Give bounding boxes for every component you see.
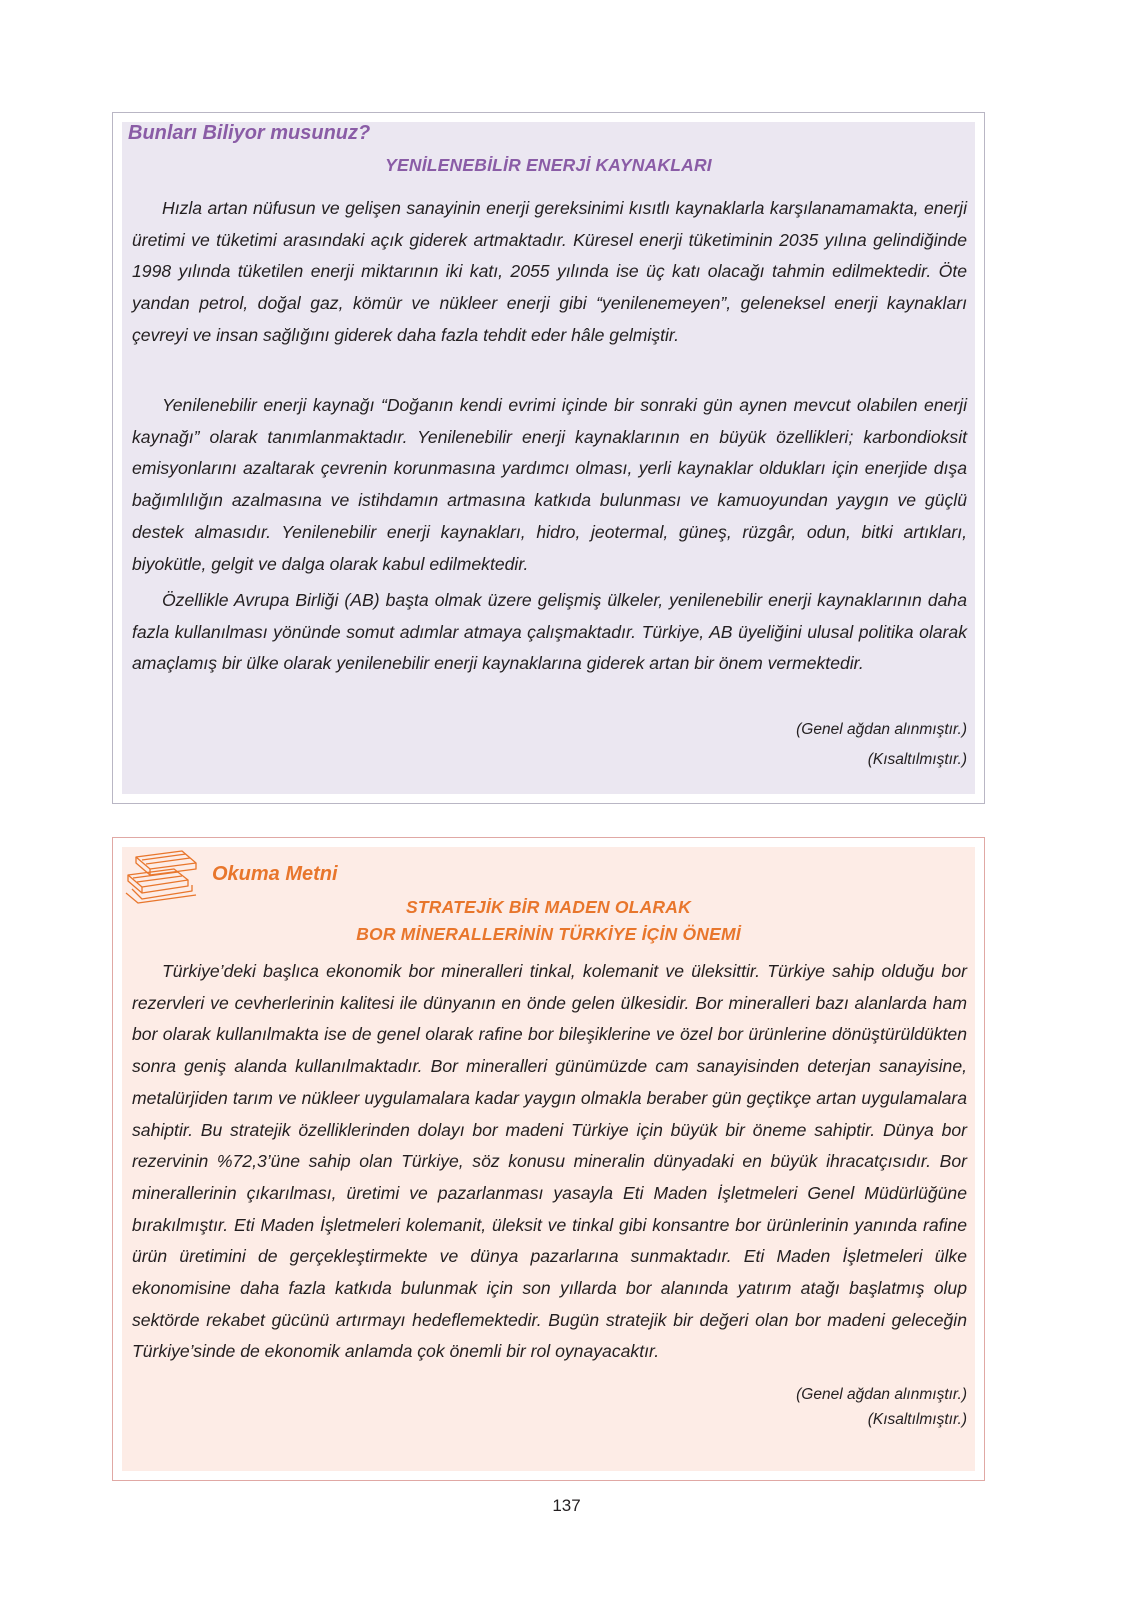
info-box-did-you-know (112, 112, 985, 804)
box-title: YENİLENEBİLİR ENERJİ KAYNAKLARI (385, 155, 712, 175)
paragraph: Türkiye’deki başlıca ekonomik bor mineralleri tinkal, kolemanit ve üleksittir. Türkiye sahip olduğu bor rezervleri ve cevherlerinin kalitesi ile dünyanın en önde gelen ülkesidir. Bor mineralleri bazı alanlarda ham bor olarak kullanılmakta ise de genel olarak rafine bor bileşiklerine ve özel bor ürünlerine dönüştürüldükten sonra geniş alanda kullanılmaktadır. Bor mineralleri günümüzde cam sanayisinden deterjan sanayisine, metalürjiden tarım ve nükleer uygulamalara kadar yaygın olmakla beraber gün geçtikçe artan uygulamalara sahiptir. Bu stratejik özelliklerinden dolayı bor madeni Türkiye için büyük bir öneme sahiptir. Dünya bor rezervinin %72,3’üne sahip olan Türkiye, söz konusu mineralin dünyadaki en büyük ihracatçısıdır. Bor minerallerinin çıkarılması, üretimi ve pazarlanması yasayla Eti Maden İşletmeleri Genel Müdürlüğüne bırakılmıştır. Eti Maden İşletmeleri kolemanit, üleksit ve tinkal gibi konsantre bor ürünlerinin yanında rafine ürün üretimini de gerçekleştirmekte ve dünya pazarlarına sunmaktadır. Eti Maden İşletmeleri ülke ekonomisine daha fazla katkıda bulunmak için son yıllarda bor alanında yatırım atağı başlatmış olup sektörde rekabet gücünü artırmayı hedeflemektedir. Bugün stratejik bir değeri olan bor madeni geleceğin Türkiye’sinde de ekonomik anlamda çok önemli bir rol oynayacaktır. (132, 961, 967, 1362)
reading-text-box (112, 837, 985, 1481)
box-title-line-2: BOR MİNERALLERİNİN TÜRKİYE İÇİN ÖNEMİ (356, 924, 741, 944)
source-note: (Genel ağdan alınmıştır.) (796, 721, 967, 738)
paragraph-3: Özellikle Avrupa Birliği (AB) başta olmak üzere gelişmiş ülkeler, yenilenebilir enerji kaynaklarının daha fazla kullanılması yönünde somut adımlar atmaya çalışmaktadır. Türkiye, AB üyeliğini ulusal politika olarak amaçlamış bir ülke olarak yenilenebilir enerji kaynaklarına giderek artan bir önem vermektedir. (132, 590, 967, 674)
box-title-line-1: STRATEJİK BİR MADEN OLARAK (406, 897, 691, 917)
paragraph-2: Yenilenebilir enerji kaynağı “Doğanın kendi evrimi içinde bir sonraki gün aynen mevcut olabilen enerji kaynağı” olarak tanımlanmaktadır. Yenilenebilir enerji kaynaklarının en büyük özellikleri; karbondioksit emisyonlarını azaltarak çevrenin korunmasına yardımcı olması, yerli kaynaklar oldukları için enerjide dışa bağımlılığın azalmasına ve istihdamın artmasına katkıda bulunması ve kamuoyundan yaygın ve güçlü destek almasıdır. Yenilenebilir enerji kaynakları, hidro, jeotermal, güneş, rüzgâr, odun, bitki artıkları, biyokütle, gelgit ve dalga olarak kabul edilmektedir. (132, 395, 967, 574)
box-label: Okuma Metni (212, 863, 338, 885)
reading-text-panel (122, 847, 975, 1471)
paragraph-1: Hızla artan nüfusun ve gelişen sanayinin enerji gereksinimi kısıtlı kaynaklarla karşılanamamakta, enerji üretimi ve tüketimi arasındaki açık giderek artmaktadır. Küresel enerji tüketiminin 2035 yılına gelindiğinde 1998 yılında tüketilen enerji miktarının iki katı, 2055 yılında ise üç katı olacağı tahmin edilmektedir. Öte yandan petrol, doğal gaz, kömür ve nükleer enerji gibi “yenilenemeyen”, geleneksel enerji kaynakları çevreyi ve insan sağlığını giderek daha fazla tehdit eder hâle gelmiştir. (132, 198, 967, 345)
info-box-panel (122, 122, 975, 794)
abridged-note: (Kısaltılmıştır.) (867, 1411, 967, 1428)
box-label: Bunları Biliyor musunuz? (128, 122, 371, 144)
abridged-note: (Kısaltılmıştır.) (867, 751, 967, 768)
source-note: (Genel ağdan alınmıştır.) (796, 1386, 967, 1403)
page-number: 137 (552, 1496, 581, 1515)
